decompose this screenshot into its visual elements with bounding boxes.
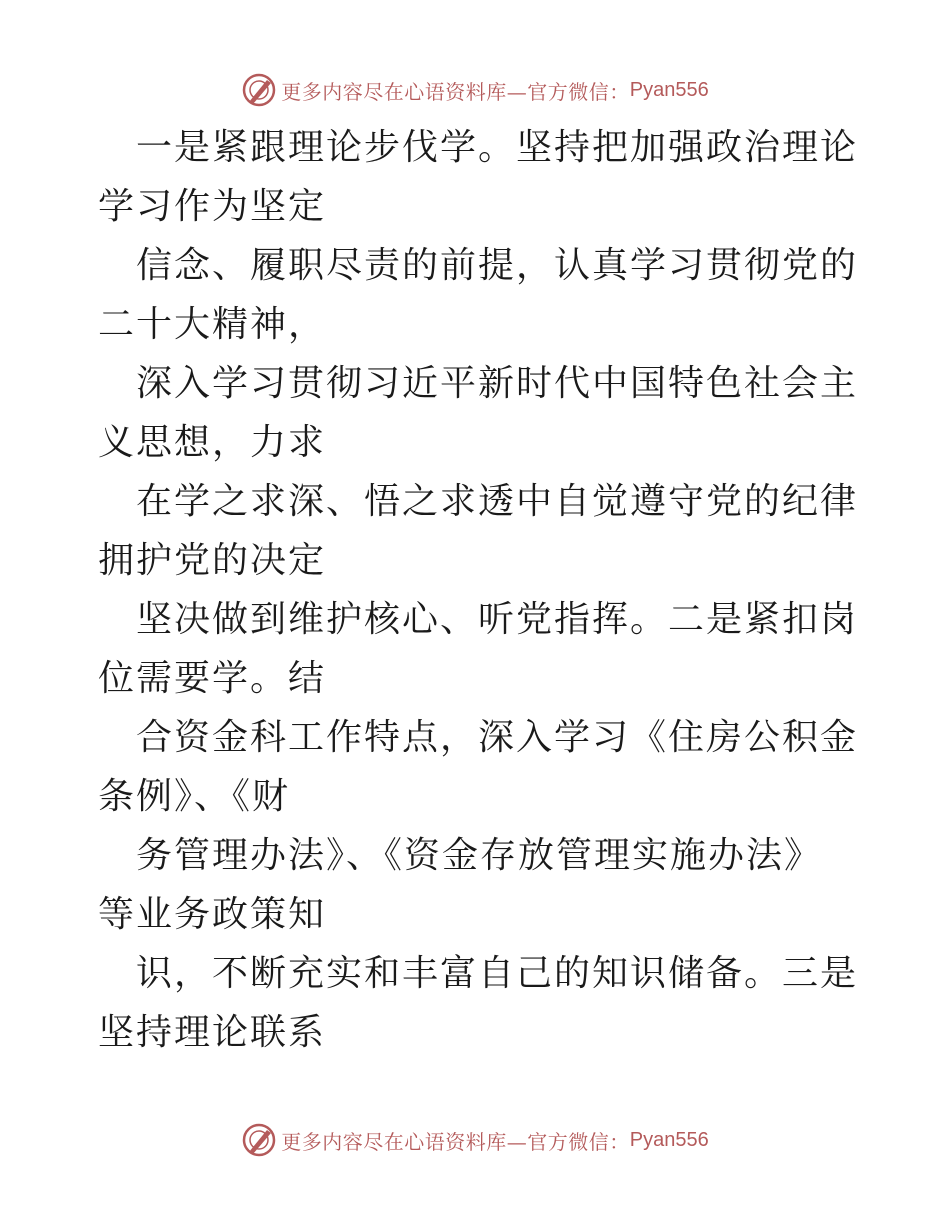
paragraph-2: 信念、履职尽责的前提，认真学习贯彻党的二十大精神， [98,245,859,345]
page-footer-watermark [0,1118,950,1162]
paragraph-7: 务管理办法》、《资金存放管理实施办法》等业务政策知 [98,835,823,935]
paragraph-4: 在学之求深、悟之求透中自觉遵守党的纪律拥护党的决定 [98,481,859,581]
pen-seal-icon [241,1122,277,1158]
document-body [98,118,858,1062]
page-header-watermark [0,68,950,112]
paragraph-6: 合资金科工作特点，深入学习《住房公积金条例》、《财 [98,717,859,817]
header-watermark-text: 更多内容尽在心语资料库—官方微信： [281,79,630,104]
paragraph-3: 深入学习贯彻习近平新时代中国特色社会主义思想，力求 [98,363,859,463]
pen-seal-icon [241,72,277,108]
paragraph-1: 一是紧跟理论步伐学。坚持把加强政治理论学习作为坚定 [98,127,859,227]
paragraph-8: 识，不断充实和丰富自己的知识储备。三是坚持理论联系 [98,953,859,1053]
footer-watermark-id: Pyan556 [629,1128,709,1151]
footer-watermark-text: 更多内容尽在心语资料库—官方微信： [281,1129,630,1154]
paragraph-5: 坚决做到维护核心、听党指挥。二是紧扣岗位需要学。结 [98,599,859,699]
header-watermark-id: Pyan556 [629,78,709,101]
